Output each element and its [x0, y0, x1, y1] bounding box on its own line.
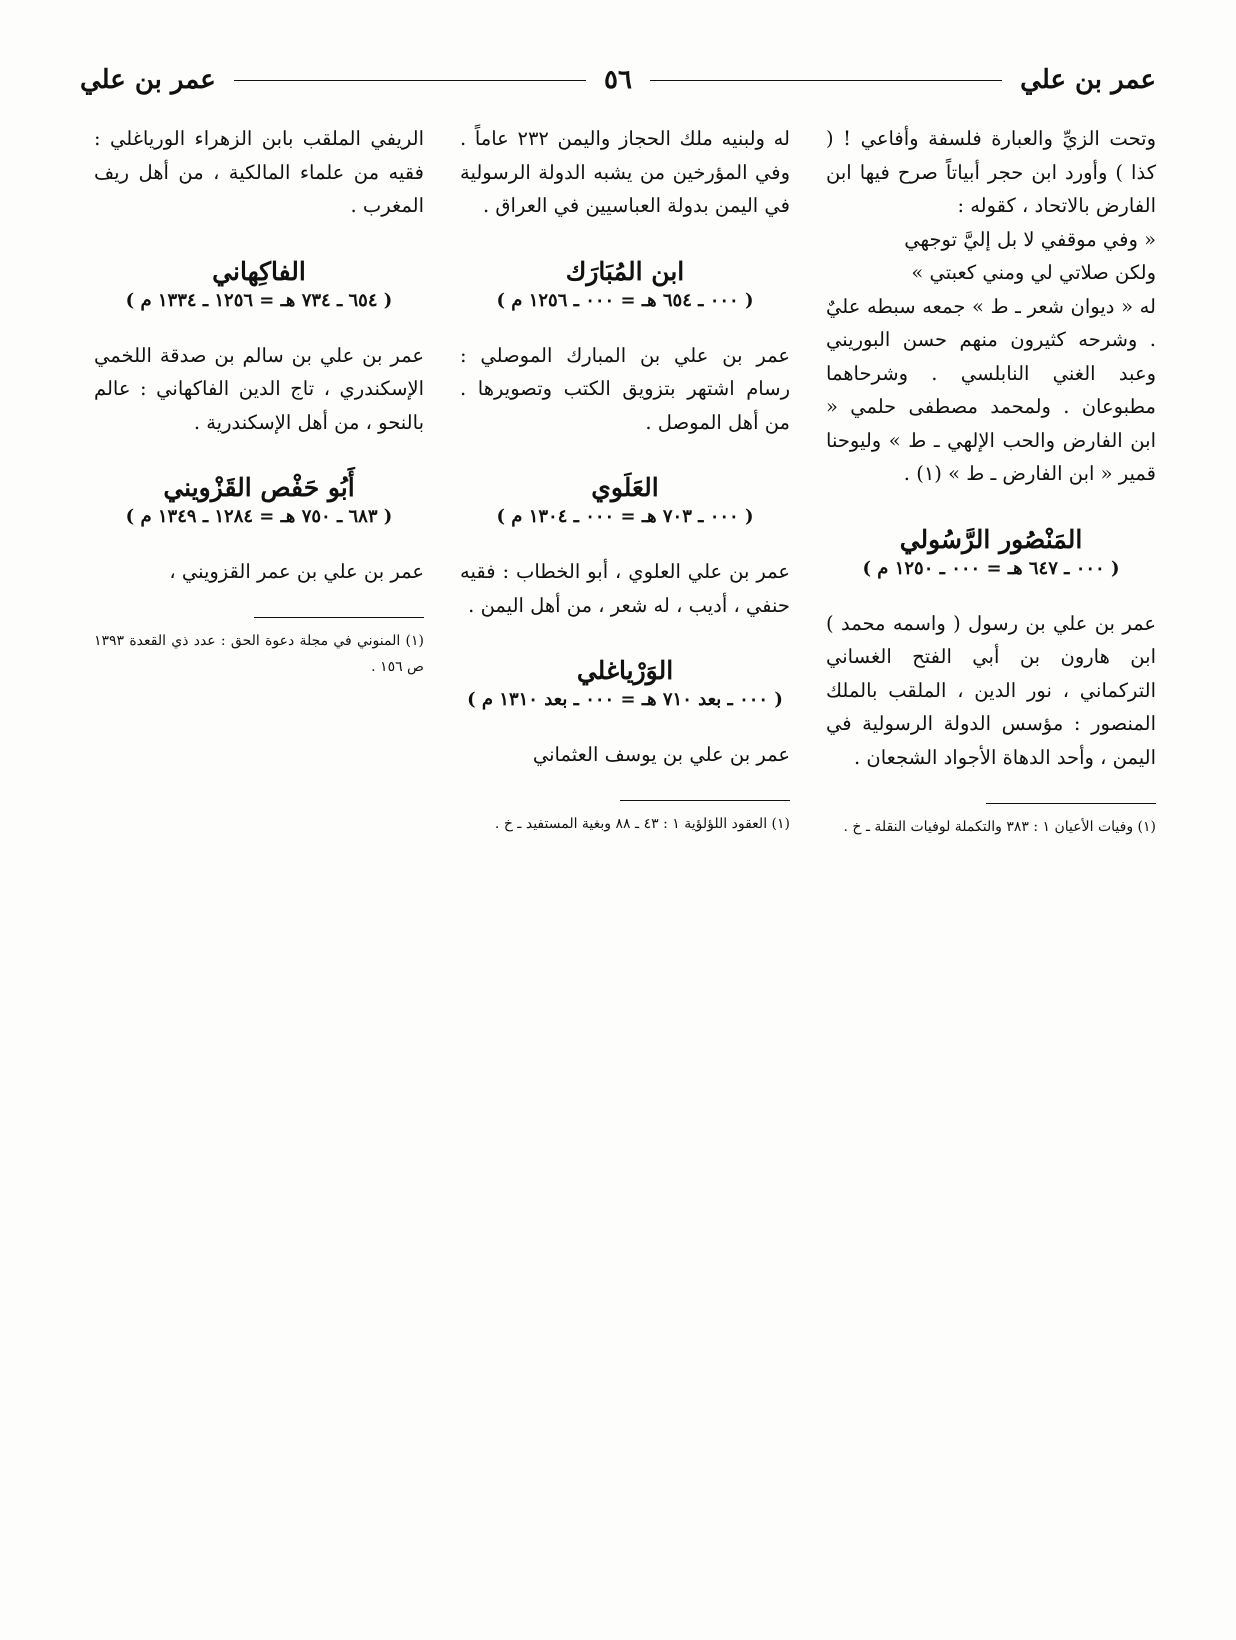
header-title-left: عمر بن علي [80, 65, 216, 95]
verse-line: ولكن صلاتي لي ومني كعبتي » [911, 261, 1156, 285]
entry-title: الوَرْياغلي [576, 656, 674, 686]
column-right [826, 122, 1156, 840]
running-header [80, 60, 1156, 100]
footnote: (١) المنوني في مجلة دعوة الحق : عدد ذي القعدة ١٣٩٣ ص ١٥٦ . [94, 632, 424, 676]
entry-body: عمر بن علي بن رسول ( واسمه محمد ) ابن هارون بن أبي الفتح الغساني التركماني ، نور الدين ، الملقب بالملك المنصور : مؤسس الدولة الرسولية في اليمن ، وأحد الدهاة الأجواد الشجعان . [826, 611, 1156, 769]
entry-dates: ( ٠٠٠ ـ ٦٤٧ هـ = ٠٠٠ ـ ١٢٥٠ م ) [862, 557, 1120, 579]
column-middle [460, 122, 790, 840]
entry-title: ابن المُبَارَك [565, 256, 685, 286]
entry-body: عمر بن علي بن المبارك الموصلي : رسام اشتهر بتزويق الكتب وتصويرها . من أهل الموصل . [460, 343, 790, 434]
footnote-rule [254, 617, 424, 618]
page-number: ٥٦ [604, 65, 632, 95]
footnote-rule [986, 803, 1156, 804]
paragraph: له ولبنيه ملك الحجاز واليمن ٢٣٢ عاماً . وفي المؤرخين من يشبه الدولة الرسولية في اليمن بدولة العباسيين في العراق . [460, 127, 791, 218]
text-columns [80, 122, 1156, 840]
entry-dates: ( ٦٨٣ ـ ٧٥٠ هـ = ١٢٨٤ ـ ١٣٤٩ م ) [125, 506, 393, 528]
entry-dates: ( ٦٥٤ ـ ٧٣٤ هـ = ١٢٥٦ ـ ١٣٣٤ م ) [125, 289, 393, 311]
entry-dates: ( ٠٠٠ ـ بعد ٧١٠ هـ = ٠٠٠ ـ بعد ١٣١٠ م ) [467, 689, 783, 711]
column-left [94, 122, 424, 840]
header-rule [650, 80, 1002, 81]
footnote-rule [620, 800, 790, 801]
entry-dates: ( ٠٠٠ ـ ٦٥٤ هـ = ٠٠٠ ـ ١٢٥٦ م ) [496, 289, 754, 311]
entry-body: عمر بن علي بن يوسف العثماني [532, 743, 790, 767]
header-rule [234, 80, 586, 81]
footnote: (١) وفيات الأعيان ١ : ٣٨٣ والتكملة لوفيات النقلة ـ خ . [843, 818, 1156, 835]
verse-line: « وفي موقفي لا بل إليَّ توجهي [904, 227, 1156, 251]
paragraph: وتحت الزيِّ والعبارة فلسفة وأفاعي ! ( كذا ) وأورد ابن حجر أبياتاً صرح فيها ابن الفارض بالاتحاد ، كقوله : [826, 127, 1156, 218]
footnote: (١) العقود اللؤلؤية ١ : ٤٣ ـ ٨٨ وبغية المستفيد ـ خ . [494, 815, 790, 832]
entry-dates: ( ٠٠٠ ـ ٧٠٣ هـ = ٠٠٠ ـ ١٣٠٤ م ) [496, 506, 754, 528]
paragraph: الريفي الملقب بابن الزهراء الورياغلي : فقيه من علماء المالكية ، من أهل ريف المغرب . [94, 127, 424, 218]
entry-body: عمر بن علي العلوي ، أبو الخطاب : فقيه حنفي ، أديب ، له شعر ، من أهل اليمن . [460, 560, 790, 617]
entry-title: أَبُو حَفْص القَزْويني [163, 473, 355, 503]
entry-body: عمر بن علي بن عمر القزويني ، [169, 560, 424, 584]
header-title-right: عمر بن علي [1020, 65, 1156, 95]
entry-title: الفاكِهاني [212, 256, 306, 286]
paragraph: له « ديوان شعر ـ ط » جمعه سبطه عليٌ . وشرحه كثيرون منهم حسن البوريني وعبد الغني النابلسي . وشرحاهما مطبوعان . ولمحمد مصطفى حلمي « ابن الفارض والحب الإلهي ـ ط » وليوحنا قمير « ابن الفارض ـ ط » (١) . [826, 294, 1156, 486]
entry-body: عمر بن علي بن سالم بن صدقة اللخمي الإسكندري ، تاج الدين الفاكهاني : عالم بالنحو ، من أهل الإسكندرية . [94, 343, 424, 434]
entry-title: العَلَوي [591, 473, 659, 503]
entry-title: المَنْصُور الرَّسُولي [899, 524, 1083, 554]
